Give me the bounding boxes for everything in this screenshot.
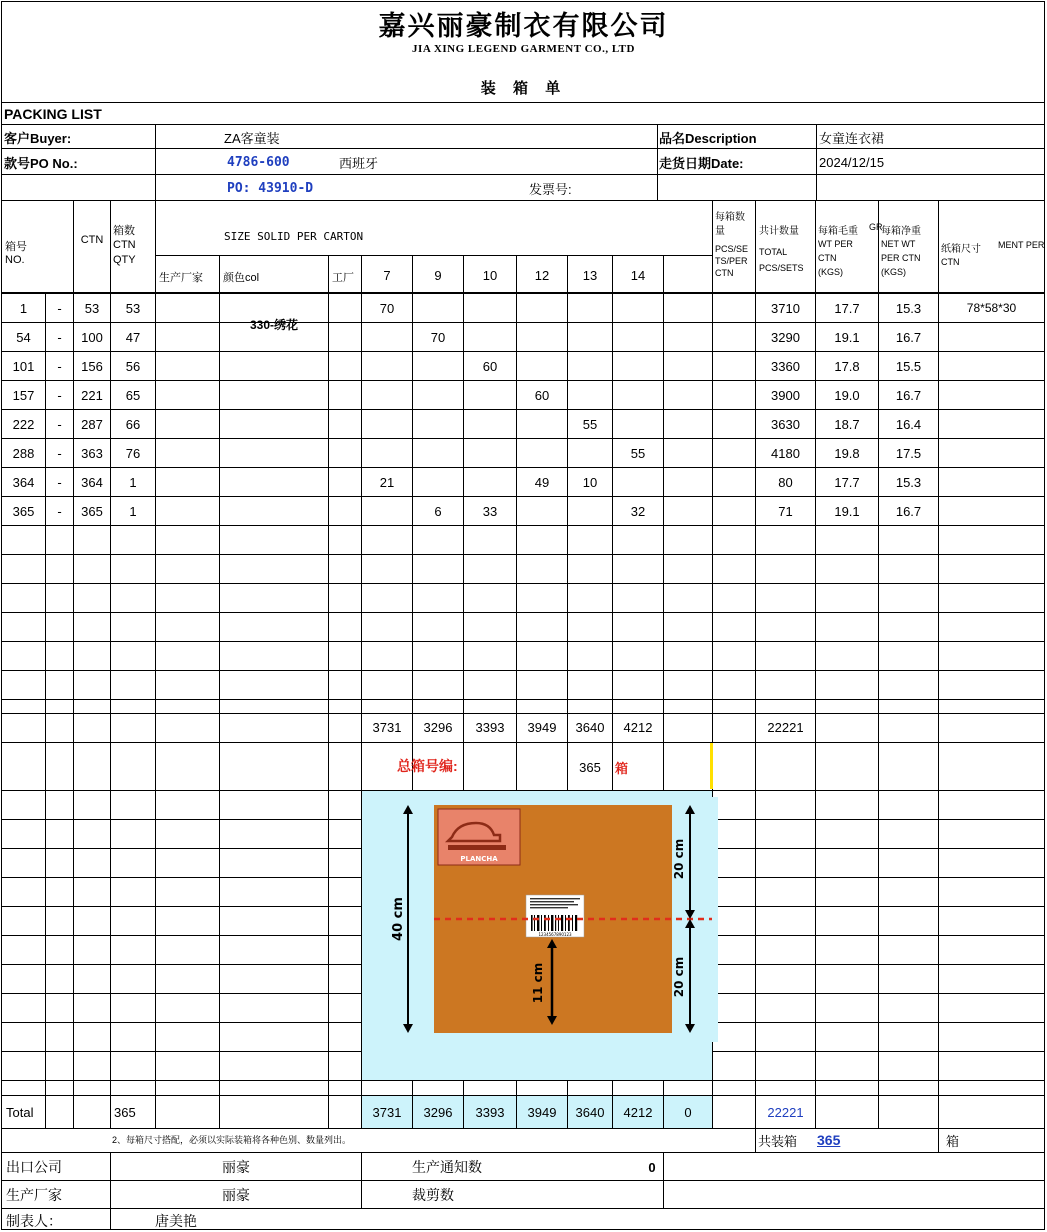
row-5-gross: 18.7 [834,416,860,432]
row-8-ctn-from: 365 [12,503,35,519]
header-pcs-per-ctn-3: PCS/SE [715,244,749,254]
row-6-size-13 [568,440,612,466]
description-value: 女童连衣裙 [819,130,885,146]
row-6-ctn-from: 288 [12,445,35,461]
svg-text:20 cm: 20 cm [672,838,686,880]
header-ctn-no-en: NO. [5,254,25,266]
buyer-value: ZA客童装 [224,130,280,146]
row-3-ctn-from: 101 [12,358,35,374]
row-6-dash: - [57,445,62,461]
row-1-size-13 [568,295,612,321]
row-2-net: 16.7 [895,329,922,345]
row-4-size-9 [413,382,463,408]
row-4-gross: 19.0 [834,387,860,403]
row-2-dash: - [57,329,62,345]
svg-text:1234567890123: 1234567890123 [538,932,572,937]
row-3-size-10: 60 [482,358,498,374]
row-line-27 [1,1080,1045,1081]
footer-line-2 [1,1180,1045,1181]
cut-label: 裁剪数 [412,1187,454,1203]
row-line-13 [1,670,1045,671]
total-extra-zero: 0 [684,1104,692,1120]
row-1-size-12 [517,295,567,321]
row-7-size-13: 10 [582,474,598,490]
header-pcs-per-ctn-1: 每箱数 [715,211,745,223]
row-8-size-9: 6 [434,503,442,519]
total-ctn-label-line1: 总箱号编: [397,758,458,774]
date-label: 走货日期Date: [659,155,744,171]
size-header-divider [155,255,712,256]
row-2-size-10 [464,324,516,350]
row-6-net: 17.5 [895,445,922,461]
doc-title-cn: 装 箱 单 [480,78,567,97]
row-4-ctn-from: 157 [12,387,35,403]
row-2-ctn-to: 100 [81,329,103,345]
row-2-size-9: 70 [430,329,446,345]
row-8-net: 16.7 [895,503,922,519]
header-ctn-qty-2: CTN [113,238,136,251]
row-line-8 [1,525,1045,526]
footer-vline-5 [938,1128,939,1152]
po-number-value: PO: 43910-D [227,180,314,196]
row-5-ctn-to: 287 [81,416,103,432]
footer-total-ctn-unit: 箱 [946,1133,960,1149]
row-5-ctn-from: 222 [12,416,35,432]
footer-vline-2 [361,1152,362,1208]
info-vline-3 [816,125,817,200]
row-3-ctn-to: 156 [81,358,103,374]
yellow-marker [710,743,713,789]
row-7-ctn-from: 364 [12,474,35,490]
row-3-size-13 [568,353,612,379]
row-3-size-12 [517,353,567,379]
info-vline-2 [657,125,658,200]
row-6-ctn-to: 363 [81,445,103,461]
row-1-total: 3710 [771,300,800,316]
row-7-size-9 [413,469,463,495]
svg-text:20 cm: 20 cm [672,956,686,998]
row-4-ctn-to: 221 [81,387,103,403]
footer-note: 2、每箱尺寸搭配，必须以实际装箱将各种色别、数量列出。 [112,1134,352,1145]
invoice-label: 发票号: [529,181,572,197]
row-8-gross: 19.1 [834,503,860,519]
row-2-size-12 [517,324,567,350]
buyer-label: 客户Buyer: [4,130,72,146]
row-line-12 [1,641,1045,642]
row-8-total: 71 [778,503,793,519]
row-2-gross: 19.1 [834,329,860,345]
svg-text:40 cm: 40 cm [391,897,406,941]
total-size-12: 3949 [527,1104,557,1120]
factory-label: 生产厂家 [6,1187,62,1203]
header-divider [1,102,1045,103]
row-5-net: 16.4 [895,416,922,432]
row-line-0 [1,293,1045,294]
factory-value: 丽豪 [222,1187,250,1203]
header-ctn: CTN [80,234,104,246]
row-3-size-7 [362,353,412,379]
total-size-13: 3640 [575,1104,605,1120]
header-size-solid: SIZE SOLID PER CARTON [224,229,364,243]
header-color: 颜色col [223,272,260,284]
row-3-gross: 17.8 [834,358,860,374]
description-label: 品名Description [659,130,757,146]
header-total-pcs-1: 共计数量 [759,225,799,237]
subtotal-total: 22221 [767,720,804,735]
row-4-total: 3900 [771,387,800,403]
header-net-4: (KGS) [881,267,907,277]
col-line-d [155,200,156,1128]
row-line-9 [1,554,1045,555]
footer-line-3 [1,1208,1045,1209]
row-6-total: 4180 [771,445,800,461]
row-5-size-13: 55 [582,416,598,432]
row-6-gross: 19.8 [834,445,860,461]
row-4-size-12: 60 [534,387,550,403]
info-row1-divider [1,148,1045,149]
po-label: 款号PO No.: [4,155,78,171]
cut-value [640,1182,664,1208]
row-2-size-7 [362,324,412,350]
row-line-5 [1,438,1045,439]
row-5-total: 3630 [771,416,800,432]
header-carton-size-sup: MENT PER [998,240,1045,250]
export-company-value: 丽豪 [222,1159,250,1175]
subtotal-size-14: 4212 [623,720,653,735]
header-carton-size-1: 纸箱尺寸 [941,243,981,255]
production-notice-value: 0 [648,1159,656,1175]
row-7-size-10 [464,469,516,495]
date-value: 2024/12/15 [819,154,885,170]
subtotal-size-9: 3296 [423,720,453,735]
row-line-1 [1,322,1045,323]
row-3-net: 15.5 [895,358,922,374]
header-total-pcs-3: PCS/SETS [759,263,804,273]
row-5-size-7 [362,411,412,437]
row-8-size-7 [362,498,412,524]
row-4-size-10 [464,382,516,408]
row-4-dash: - [57,387,62,403]
row-6-size-10 [464,440,516,466]
maker-label: 制表人： [6,1213,62,1229]
row-line-6 [1,467,1045,468]
row-6-size-9 [413,440,463,466]
row-2-size-14 [613,324,663,350]
total-ctn-number: 365 [579,759,601,775]
header-total-pcs-2: TOTAL [759,247,788,257]
company-name-en: JIA XING LEGEND GARMENT CO., LTD [412,43,635,55]
company-name-cn: 嘉兴丽豪制衣有限公司 [378,10,669,42]
production-notice-label: 生产通知数 [412,1159,482,1175]
row-5-dash: - [57,416,62,432]
packinglist-divider [1,124,1045,125]
row-line-3 [1,380,1045,381]
subtotal-size-10: 3393 [475,720,505,735]
total-size-7: 3731 [372,1104,402,1120]
header-net-3: PER CTN [881,253,921,263]
row-line-14 [1,699,1045,700]
header-carton-size-2: CTN [941,257,960,267]
row-7-size-12: 49 [534,474,550,490]
row-8-size-14: 32 [630,503,646,519]
col-line-e [219,255,220,1128]
row-3-size-14 [613,353,663,379]
doc-title-en: PACKING LIST [4,106,102,122]
header-gross-sup: GR [869,222,883,232]
row-3-total: 3360 [771,358,800,374]
row-6-size-14: 55 [630,445,646,461]
export-company-label: 出口公司 [6,1159,62,1175]
header-pcs-per-ctn-2: 量 [715,225,725,237]
row-6-size-12 [517,440,567,466]
total-size-10: 3393 [475,1104,505,1120]
row-line-29 [1,1128,1045,1129]
cyan-left-edge [361,791,362,1080]
row-1-size-7: 70 [379,300,395,316]
subtotal-size-13: 3640 [575,720,605,735]
row-6-qty: 76 [125,445,141,461]
po-value: 4786-600 [227,154,290,170]
col-line-r [938,200,939,1128]
col-line-f [328,255,329,1128]
row-1-size-10 [464,295,516,321]
carton-diagram-svg [390,797,718,1042]
row-1-ctn-from: 1 [19,300,28,316]
header-size-12: 12 [534,267,550,283]
row-7-size-7: 21 [379,474,395,490]
row-8-size-10: 33 [482,503,498,519]
row-1-carton-size: 78*58*30 [966,301,1017,315]
row-1-net: 15.3 [895,300,922,316]
row-7-gross: 17.7 [834,474,860,490]
total-ctn-unit: 箱 [615,760,629,776]
row-1-gross: 17.7 [834,300,860,316]
row-5-size-10 [464,411,516,437]
footer-line-1 [1,1152,1045,1153]
header-net-1: 每箱净重 [881,225,921,237]
row-1-size-9 [413,295,463,321]
row-7-size-14 [613,469,663,495]
row-8-dash: - [57,503,62,519]
row-8-qty: 1 [129,503,137,519]
row-4-size-7 [362,382,412,408]
carton-diagram [390,797,718,1042]
header-plant: 工厂 [332,272,354,284]
row-line-10 [1,583,1045,584]
total-size-14: 4212 [623,1104,653,1120]
row-line-2 [1,351,1045,352]
row-3-dash: - [57,358,62,374]
row-8-size-12 [517,498,567,524]
footer-vline-4 [755,1128,756,1152]
header-factory: 生产厂家 [159,272,203,284]
row-7-net: 15.3 [895,474,922,490]
row-6-size-7 [362,440,412,466]
subtotal-size-12: 3949 [527,720,557,735]
row-2-total: 3290 [771,329,800,345]
row-7-total: 80 [778,474,793,490]
row-5-size-14 [613,411,663,437]
row-2-qty: 47 [125,329,141,345]
row-1-qty: 53 [125,300,141,316]
info-row2-divider [1,174,1045,175]
header-ctn-no: 箱号 [5,241,27,253]
total-pcs: 22221 [767,1104,804,1120]
row-1-size-14 [613,295,663,321]
row-8-size-13 [568,498,612,524]
svg-text:PLANCHA: PLANCHA [460,855,498,863]
row-7-ctn-to: 364 [81,474,103,490]
footer-total-ctn-value: 365 [817,1132,841,1148]
row-3-size-9 [413,353,463,379]
header-gross-2: WT PER [818,239,853,249]
total-label: Total [6,1104,34,1120]
row-4-qty: 65 [125,387,141,403]
invoice-value [700,176,880,200]
row-3-qty: 56 [125,358,141,374]
header-ctn-qty-1: 箱数 [113,224,135,237]
header-gross-4: (KGS) [818,267,844,277]
row-2-ctn-from: 54 [16,329,31,345]
total-ctn-count: 365 [114,1104,136,1120]
info-vline-1 [155,125,156,200]
header-pcs-per-ctn-4: TS/PER [715,256,748,266]
po-country: 西班牙 [339,155,379,171]
header-net-2: NET WT [881,239,916,249]
header-pcs-per-ctn-5: CTN [715,268,734,278]
row-4-net: 16.7 [895,387,922,403]
row-line-7 [1,496,1045,497]
row-5-qty: 66 [125,416,141,432]
header-size-7: 7 [383,267,391,283]
row-8-ctn-to: 365 [81,503,103,519]
header-size-13: 13 [582,267,598,283]
total-size-9: 3296 [423,1104,453,1120]
row-line-11 [1,612,1045,613]
svg-text:11 cm: 11 cm [531,962,545,1004]
row-line-4 [1,409,1045,410]
row-line-16 [1,742,1045,743]
row-4-size-14 [613,382,663,408]
row-2-size-13 [568,324,612,350]
row-7-dash: - [57,474,62,490]
header-gross-3: CTN [818,253,837,263]
color-value: 330-绣花 [249,317,299,332]
row-1-ctn-to: 53 [84,300,100,316]
header-gross-1: 每箱毛重 [818,225,858,237]
header-size-14: 14 [630,267,646,283]
row-7-qty: 1 [129,474,137,490]
row-4-size-13 [568,382,612,408]
header-size-10: 10 [482,267,498,283]
row-5-size-12 [517,411,567,437]
subtotal-size-7: 3731 [372,720,402,735]
row-1-dash: - [57,300,62,316]
row-5-size-9 [413,411,463,437]
footer-total-ctn-label: 共装箱 [758,1133,798,1149]
header-ctn-qty-3: QTY [113,253,136,266]
maker-value: 唐美艳 [155,1213,197,1229]
header-size-9: 9 [434,267,442,283]
